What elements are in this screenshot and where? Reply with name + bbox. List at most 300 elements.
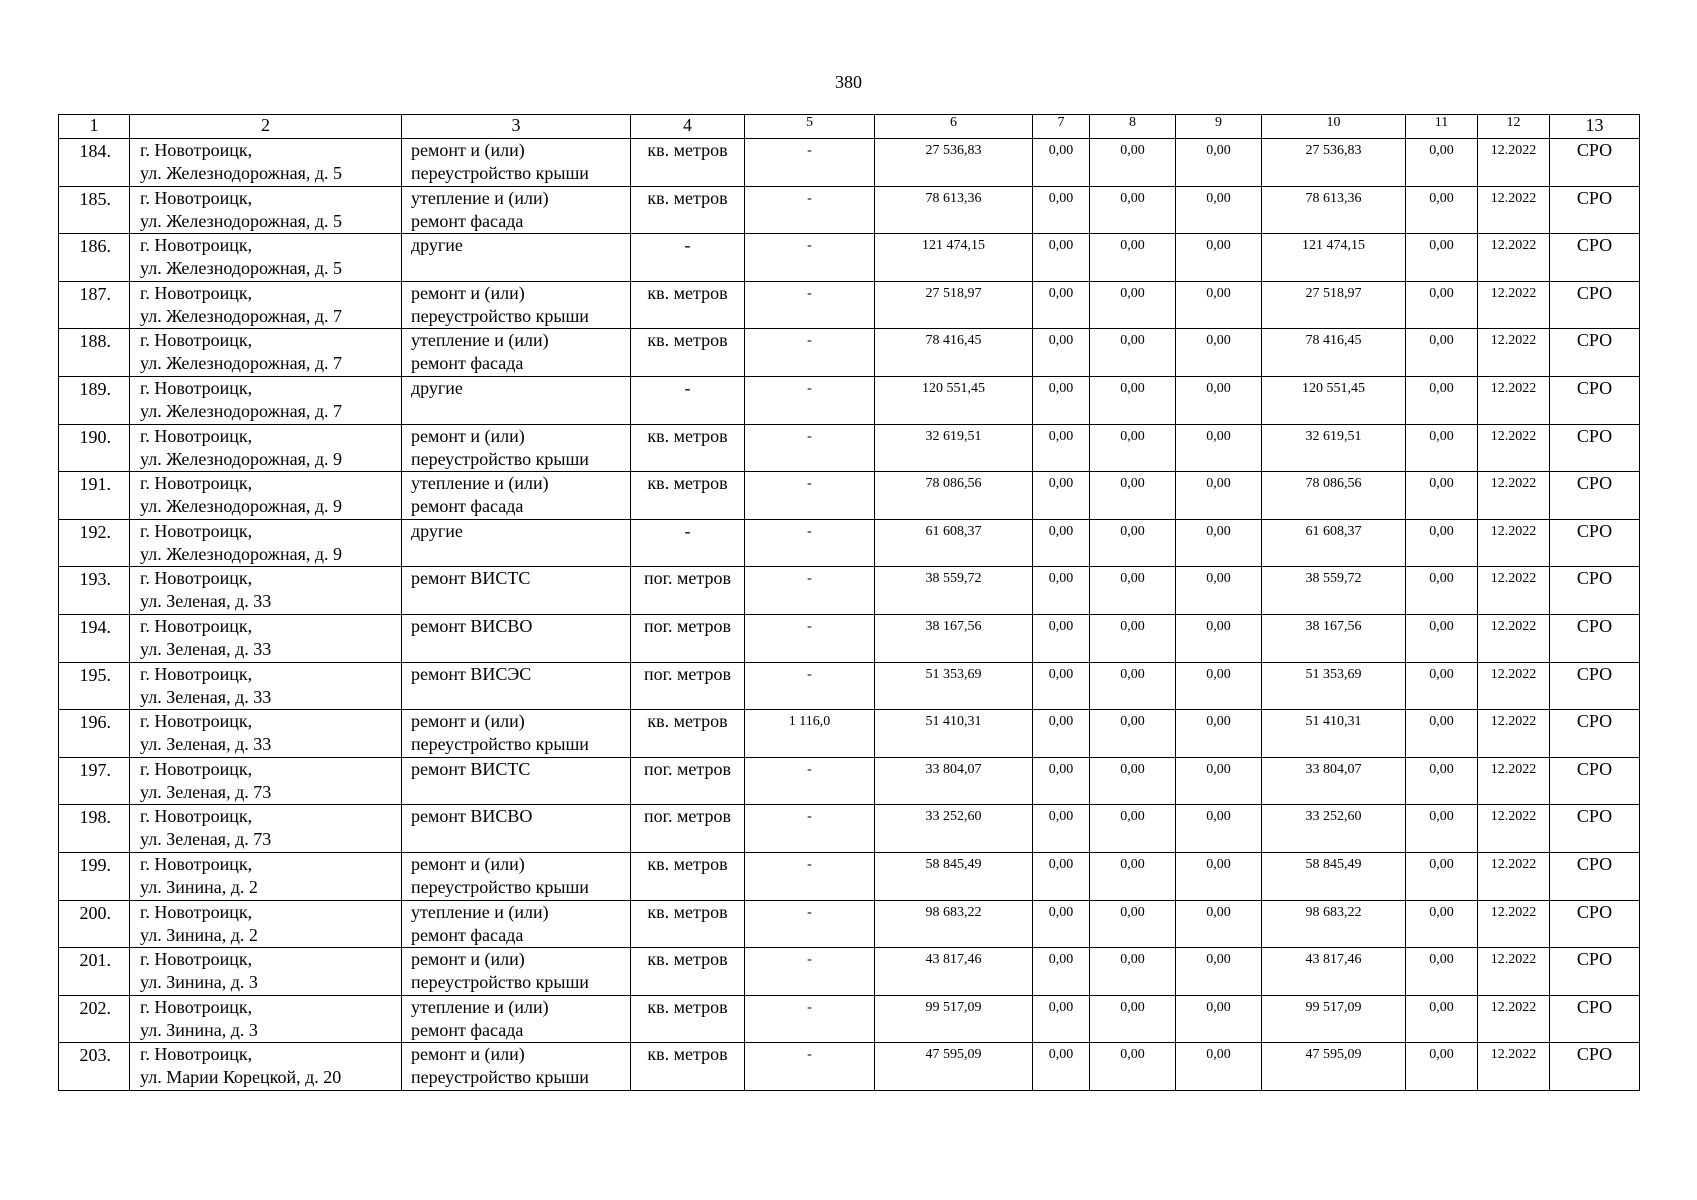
cost-cell: 0,00 [1120, 618, 1145, 634]
funding-source-cell: СРО [1576, 901, 1613, 922]
row-number: 189. [79, 378, 111, 399]
table-cell [402, 424, 631, 472]
table-cell [1090, 757, 1176, 805]
table-cell [402, 567, 631, 615]
table-cell [745, 139, 875, 187]
table-cell [1033, 472, 1090, 520]
table-cell [1550, 1043, 1640, 1091]
table-cell [1090, 567, 1176, 615]
table-cell [1406, 710, 1478, 758]
table-cell [130, 186, 402, 234]
table-cell [130, 329, 402, 377]
table-row [59, 281, 1640, 329]
unit-cell: кв. метров [647, 140, 728, 160]
deadline-cell: 12.2022 [1490, 714, 1537, 730]
table-cell [875, 472, 1033, 520]
column-header: 13 [1550, 115, 1640, 139]
deadline-cell: 12.2022 [1490, 143, 1537, 158]
row-number: 203. [79, 1045, 111, 1066]
table-cell [1478, 567, 1550, 615]
address-line: г. Новотроицк, [140, 1044, 253, 1065]
column-number-row [59, 115, 1640, 139]
cost-cell: 0,00 [1206, 761, 1231, 777]
cost-cell: 0,00 [1048, 428, 1074, 444]
address-line: ул. Железнодорожная, д. 9 [140, 448, 343, 469]
table-cell [1033, 376, 1090, 424]
table-cell [1262, 757, 1406, 805]
table-cell [1406, 139, 1478, 187]
cost-cell: 27 536,83 [1305, 143, 1362, 158]
cost-cell: 0,00 [1206, 333, 1231, 349]
table-cell [1033, 281, 1090, 329]
cost-cell: 0,00 [1206, 1047, 1231, 1063]
deadline-cell: 12.2022 [1490, 523, 1537, 539]
funding-source-cell: СРО [1576, 140, 1613, 160]
row-number: 201. [79, 950, 111, 971]
table-cell [1033, 900, 1090, 948]
table-cell [745, 852, 875, 900]
table-cell [1033, 139, 1090, 187]
table-cell [745, 614, 875, 662]
table-cell [59, 852, 130, 900]
cost-cell: 61 608,37 [1305, 523, 1362, 539]
table-cell [402, 1043, 631, 1091]
cost-cell: 0,00 [1120, 523, 1145, 539]
table-cell [402, 519, 631, 567]
table-cell [59, 376, 130, 424]
unit-cell: пог. метров [644, 758, 731, 779]
address-line: г. Новотроицк, [140, 140, 253, 160]
table-cell [130, 900, 402, 948]
volume-cell: - [807, 190, 812, 206]
table-cell [1033, 662, 1090, 710]
work-type-line: ремонт и (или) [411, 425, 525, 446]
unit-cell: - [684, 377, 691, 398]
table-cell [1033, 329, 1090, 377]
cost-cell: 0,00 [1206, 380, 1231, 396]
table-cell [1176, 281, 1262, 329]
funding-source-cell: СРО [1576, 377, 1613, 398]
table-cell [402, 614, 631, 662]
table-cell [1090, 139, 1176, 187]
funding-source-cell: СРО [1576, 282, 1613, 303]
total-cost-cell: 33 252,60 [925, 809, 982, 825]
address-line: ул. Железнодорожная, д. 7 [140, 400, 343, 421]
works-table [58, 114, 1640, 1091]
table-cell [1176, 139, 1262, 187]
column-header: 11 [1406, 115, 1478, 139]
table-cell [875, 424, 1033, 472]
cost-cell: 38 559,72 [1305, 571, 1362, 587]
deadline-cell: 12.2022 [1490, 618, 1537, 634]
total-cost-cell: 32 619,51 [925, 428, 982, 444]
table-cell [1090, 1043, 1176, 1091]
table-cell [59, 472, 130, 520]
row-number: 193. [79, 569, 111, 590]
total-cost-cell: 38 559,72 [925, 571, 982, 587]
table-cell [1176, 186, 1262, 234]
address-line: г. Новотроицк, [140, 473, 253, 494]
column-header: 8 [1090, 115, 1176, 139]
table-cell [631, 234, 745, 282]
table-cell [1090, 614, 1176, 662]
cost-cell: 0,00 [1048, 143, 1074, 158]
table-cell [745, 710, 875, 758]
cost-cell: 0,00 [1048, 523, 1074, 539]
table-cell [59, 614, 130, 662]
column-header: 2 [130, 115, 402, 139]
address-line: г. Новотроицк, [140, 568, 253, 589]
table-cell [1033, 757, 1090, 805]
unit-cell: кв. метров [647, 949, 728, 970]
funding-source-cell: СРО [1576, 996, 1613, 1017]
table-cell [1176, 376, 1262, 424]
table-cell [1478, 186, 1550, 234]
table-cell [1478, 519, 1550, 567]
cost-cell: 0,00 [1120, 1047, 1145, 1063]
work-type-line: ремонт и (или) [411, 1044, 525, 1065]
deadline-cell: 12.2022 [1490, 476, 1537, 492]
total-cost-cell: 51 353,69 [925, 666, 982, 682]
cost-cell: 0,00 [1120, 476, 1145, 492]
table-cell [1090, 995, 1176, 1043]
row-number: 187. [79, 283, 111, 304]
unit-cell: пог. метров [644, 615, 731, 636]
table-cell [130, 995, 402, 1043]
table-cell [875, 234, 1033, 282]
table-cell [1176, 1043, 1262, 1091]
table-cell [1090, 710, 1176, 758]
table-cell [59, 567, 130, 615]
work-type-line: другие [411, 520, 463, 541]
work-type-line: переустройство крыши [411, 163, 589, 183]
table-cell [402, 852, 631, 900]
table-cell [1090, 662, 1176, 710]
address-line: г. Новотроицк, [140, 996, 253, 1017]
deadline-cell: 12.2022 [1490, 190, 1537, 206]
table-cell [1176, 900, 1262, 948]
address-line: ул. Зеленая, д. 33 [140, 734, 272, 755]
table-cell [1176, 472, 1262, 520]
table-cell [631, 567, 745, 615]
unit-cell: пог. метров [644, 806, 731, 827]
table-row [59, 900, 1640, 948]
table-cell [875, 281, 1033, 329]
table-cell [1550, 567, 1640, 615]
row-number: 195. [79, 664, 111, 685]
table-cell [631, 1043, 745, 1091]
table-cell [1090, 424, 1176, 472]
table-cell [745, 900, 875, 948]
table-row [59, 139, 1640, 187]
table-cell [59, 424, 130, 472]
cost-cell: 0,00 [1048, 809, 1074, 825]
table-cell [1478, 234, 1550, 282]
total-cost-cell: 27 518,97 [925, 285, 982, 301]
cost-cell: 0,00 [1120, 571, 1145, 587]
table-row [59, 852, 1640, 900]
unit-cell: кв. метров [647, 1044, 728, 1065]
funding-source-cell: СРО [1576, 1044, 1613, 1065]
address-line: ул. Железнодорожная, д. 9 [140, 496, 343, 517]
cost-cell: 0,00 [1048, 999, 1074, 1015]
table-cell [1033, 948, 1090, 996]
unit-cell: кв. метров [647, 473, 728, 494]
work-type-line: ремонт ВИСТС [411, 568, 531, 589]
cost-cell: 0,00 [1429, 856, 1454, 872]
table-cell [631, 900, 745, 948]
cost-cell: 0,00 [1120, 285, 1145, 301]
work-type-line: утепление и (или) [411, 187, 549, 208]
table-cell [1550, 852, 1640, 900]
unit-cell: кв. метров [647, 282, 728, 303]
table-cell [1550, 472, 1640, 520]
table-cell [1090, 472, 1176, 520]
table-cell [402, 139, 631, 187]
table-cell [745, 948, 875, 996]
table-cell [745, 805, 875, 853]
cost-cell: 0,00 [1048, 1047, 1074, 1063]
table-cell [130, 519, 402, 567]
table-cell [1478, 757, 1550, 805]
table-cell [130, 1043, 402, 1091]
address-line: г. Новотроицк, [140, 806, 253, 827]
work-type-line: переустройство крыши [411, 1067, 589, 1088]
cost-cell: 0,00 [1206, 666, 1231, 682]
row-number: 197. [79, 759, 111, 780]
address-line: ул. Зеленая, д. 33 [140, 638, 272, 659]
table-cell [875, 376, 1033, 424]
table-cell [1090, 376, 1176, 424]
table-cell [1090, 329, 1176, 377]
table-cell [1478, 329, 1550, 377]
table-body [59, 139, 1640, 1091]
work-type-line: ремонт фасада [411, 496, 524, 517]
cost-cell: 0,00 [1048, 904, 1074, 920]
deadline-cell: 12.2022 [1490, 380, 1537, 396]
deadline-cell: 12.2022 [1490, 285, 1537, 301]
cost-cell: 0,00 [1206, 571, 1231, 587]
table-cell [402, 900, 631, 948]
volume-cell: - [807, 666, 812, 682]
table-cell [875, 710, 1033, 758]
cost-cell: 0,00 [1429, 952, 1454, 968]
table-cell [1550, 281, 1640, 329]
work-type-line: переустройство крыши [411, 734, 589, 755]
table-cell [631, 662, 745, 710]
table-cell [1033, 710, 1090, 758]
table-cell [1406, 852, 1478, 900]
table-cell [402, 472, 631, 520]
cost-cell: 0,00 [1048, 952, 1074, 968]
table-cell [631, 329, 745, 377]
cost-cell: 0,00 [1429, 571, 1454, 587]
address-line: ул. Зинина, д. 2 [140, 924, 258, 945]
table-cell [1262, 281, 1406, 329]
work-type-line: другие [411, 235, 463, 256]
table-row [59, 710, 1640, 758]
address-line: ул. Зинина, д. 2 [140, 876, 258, 897]
cost-cell: 0,00 [1429, 904, 1454, 920]
cost-cell: 99 517,09 [1305, 999, 1362, 1015]
cost-cell: 0,00 [1120, 999, 1145, 1015]
table-cell [1262, 1043, 1406, 1091]
unit-cell: кв. метров [647, 711, 728, 732]
table-cell [59, 805, 130, 853]
table-cell [1406, 329, 1478, 377]
cost-cell: 0,00 [1206, 618, 1231, 634]
table-cell [130, 710, 402, 758]
table-cell [1090, 186, 1176, 234]
table-cell [1406, 472, 1478, 520]
column-header: 9 [1176, 115, 1262, 139]
total-cost-cell: 120 551,45 [922, 380, 985, 396]
unit-cell: пог. метров [644, 568, 731, 589]
cost-cell: 0,00 [1429, 523, 1454, 539]
table-row [59, 567, 1640, 615]
cost-cell: 27 518,97 [1305, 285, 1362, 301]
table-cell [1478, 1043, 1550, 1091]
table-cell [1478, 472, 1550, 520]
table-cell [631, 376, 745, 424]
table-cell [59, 519, 130, 567]
table-cell [1406, 995, 1478, 1043]
table-cell [631, 805, 745, 853]
cost-cell: 0,00 [1120, 761, 1145, 777]
table-cell [1090, 805, 1176, 853]
table-row [59, 995, 1640, 1043]
cost-cell: 121 474,15 [1302, 238, 1365, 254]
cost-cell: 0,00 [1206, 856, 1231, 872]
unit-cell: кв. метров [647, 996, 728, 1017]
table-row [59, 757, 1640, 805]
table-cell [130, 757, 402, 805]
table-cell [1406, 948, 1478, 996]
table-cell [1550, 234, 1640, 282]
table-cell [59, 329, 130, 377]
table-cell [1406, 567, 1478, 615]
table-cell [1406, 614, 1478, 662]
cost-cell: 0,00 [1429, 714, 1454, 730]
funding-source-cell: СРО [1576, 425, 1613, 446]
cost-cell: 0,00 [1048, 666, 1074, 682]
table-cell [130, 472, 402, 520]
table-cell [1262, 567, 1406, 615]
volume-cell: - [807, 143, 812, 158]
row-number: 186. [79, 236, 111, 257]
cost-cell: 120 551,45 [1302, 380, 1365, 396]
table-cell [875, 139, 1033, 187]
table-cell [1176, 519, 1262, 567]
table-row [59, 186, 1640, 234]
cost-cell: 0,00 [1429, 1047, 1454, 1063]
table-cell [402, 710, 631, 758]
table-cell [1033, 519, 1090, 567]
column-header: 5 [745, 115, 875, 139]
cost-cell: 0,00 [1120, 809, 1145, 825]
cost-cell: 0,00 [1048, 333, 1074, 349]
cost-cell: 0,00 [1206, 809, 1231, 825]
cost-cell: 0,00 [1206, 476, 1231, 492]
funding-source-cell: СРО [1576, 853, 1613, 874]
work-type-line: ремонт и (или) [411, 140, 525, 160]
table-cell [402, 662, 631, 710]
table-cell [745, 234, 875, 282]
table-cell [631, 852, 745, 900]
cost-cell: 0,00 [1429, 190, 1454, 206]
address-line: г. Новотроицк, [140, 615, 253, 636]
table-row [59, 662, 1640, 710]
table-cell [130, 376, 402, 424]
table-cell [1550, 139, 1640, 187]
table-cell [1262, 234, 1406, 282]
table-cell [130, 234, 402, 282]
table-cell [631, 424, 745, 472]
table-cell [1262, 805, 1406, 853]
address-line: г. Новотроицк, [140, 663, 253, 684]
row-number: 191. [79, 474, 111, 495]
address-line: ул. Железнодорожная, д. 5 [140, 210, 343, 231]
table-cell [1478, 852, 1550, 900]
row-number: 202. [79, 997, 111, 1018]
cost-cell: 0,00 [1429, 380, 1454, 396]
table-cell [875, 1043, 1033, 1091]
address-line: ул. Зеленая, д. 33 [140, 686, 272, 707]
total-cost-cell: 99 517,09 [925, 999, 982, 1015]
table-cell [1262, 472, 1406, 520]
cost-cell: 78 613,36 [1305, 190, 1362, 206]
table-cell [1550, 948, 1640, 996]
funding-source-cell: СРО [1576, 330, 1613, 351]
table-cell [631, 186, 745, 234]
cost-cell: 0,00 [1206, 904, 1231, 920]
column-header: 10 [1262, 115, 1406, 139]
table-cell [1478, 710, 1550, 758]
volume-cell: - [807, 856, 812, 872]
work-type-line: ремонт фасада [411, 1019, 524, 1040]
table-cell [402, 757, 631, 805]
total-cost-cell: 43 817,46 [925, 952, 982, 968]
cost-cell: 0,00 [1206, 999, 1231, 1015]
cost-cell: 0,00 [1048, 714, 1074, 730]
work-type-line: переустройство крыши [411, 972, 589, 993]
address-line: ул. Зинина, д. 3 [140, 972, 258, 993]
deadline-cell: 12.2022 [1490, 666, 1537, 682]
table-cell [402, 995, 631, 1043]
cost-cell: 58 845,49 [1305, 856, 1362, 872]
address-line: г. Новотроицк, [140, 949, 253, 970]
table-cell [1176, 424, 1262, 472]
cost-cell: 32 619,51 [1305, 428, 1362, 444]
cost-cell: 0,00 [1120, 714, 1145, 730]
cost-cell: 0,00 [1048, 380, 1074, 396]
work-type-line: ремонт ВИСВО [411, 806, 533, 827]
table-cell [745, 662, 875, 710]
volume-cell: - [807, 523, 812, 539]
table-cell [1478, 281, 1550, 329]
table-cell [745, 1043, 875, 1091]
work-type-line: ремонт и (или) [411, 282, 525, 303]
column-header: 6 [875, 115, 1033, 139]
table-cell [1090, 900, 1176, 948]
table-cell [1262, 948, 1406, 996]
cost-cell: 43 817,46 [1305, 952, 1362, 968]
work-type-line: ремонт и (или) [411, 853, 525, 874]
table-cell [1478, 995, 1550, 1043]
volume-cell: 1 116,0 [788, 714, 831, 730]
volume-cell: - [807, 571, 812, 587]
table-cell [402, 234, 631, 282]
